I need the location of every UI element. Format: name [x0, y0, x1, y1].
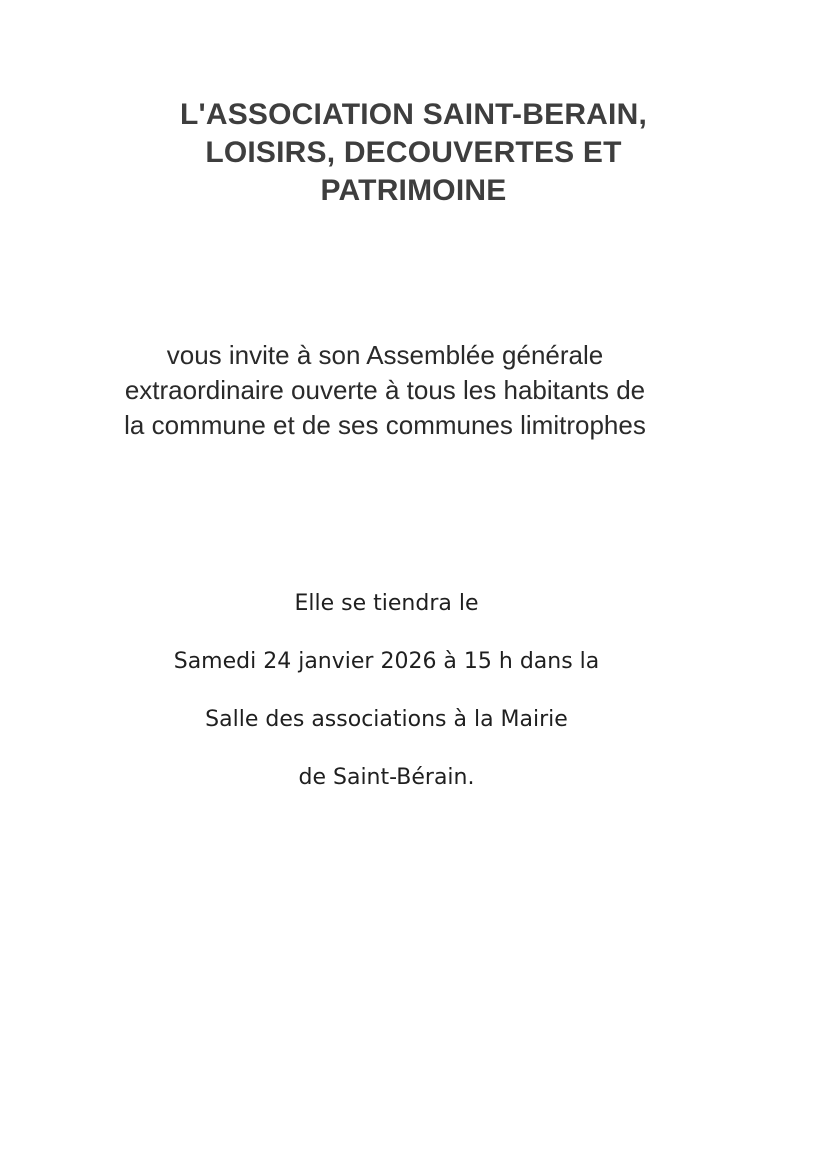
title-line-2: LOISIRS, DECOUVERTES ET [205, 136, 622, 169]
meeting-details [0, 575, 773, 807]
title-line-3: PATRIMOINE [320, 174, 507, 207]
details-line-1: Elle se tiendra le [294, 591, 479, 616]
details-line-2: Samedi 24 janvier 2026 à 15 h dans la [173, 649, 600, 674]
invitation-line-3: la commune et de ses communes limitrophes [124, 410, 646, 440]
invitation-paragraph [0, 338, 770, 443]
title-line-1: L'ASSOCIATION SAINT-BERAIN, [180, 98, 647, 131]
details-line-3: Salle des associations à la Mairie [205, 707, 568, 732]
invitation-line-1: vous invite à son Assemblée générale [166, 340, 604, 370]
details-line-4: de Saint-Bérain. [298, 765, 475, 790]
association-title [0, 96, 827, 210]
invitation-line-2: extraordinaire ouverte à tous les habitants de [124, 375, 646, 405]
